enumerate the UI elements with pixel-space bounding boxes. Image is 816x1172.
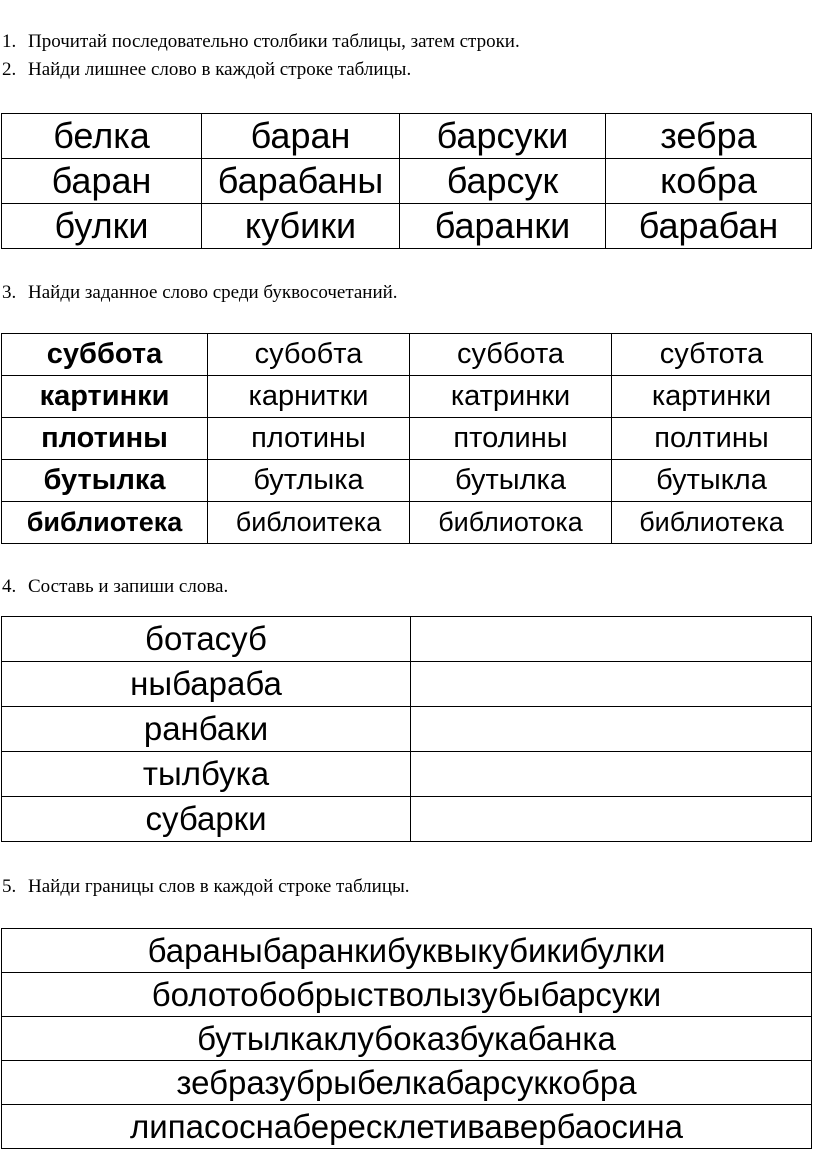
- answer-cell[interactable]: [411, 797, 812, 842]
- table-row: [2, 707, 812, 752]
- table-row: [2, 204, 812, 249]
- table-cell: булки: [2, 204, 202, 249]
- table-row: [2, 752, 812, 797]
- target-word-cell: плотины: [2, 418, 208, 460]
- table-cell: картинки: [612, 376, 812, 418]
- merged-words-cell: болотобобрыстволызубыбарсуки: [2, 973, 812, 1017]
- table-cell: барсук: [400, 159, 606, 204]
- merged-words-cell: липасоснабересклетивавербаосина: [2, 1105, 812, 1149]
- table-cell: библоитека: [208, 502, 410, 544]
- table-row: [2, 1017, 812, 1061]
- table-row: [2, 114, 812, 159]
- merged-words-cell: зебразубрыбелкабарсуккобра: [2, 1061, 812, 1105]
- table-row: [2, 797, 812, 842]
- table-cell: субобта: [208, 334, 410, 376]
- table-cell: кобра: [606, 159, 812, 204]
- table-cell: барабаны: [202, 159, 400, 204]
- table-cell: баранки: [400, 204, 606, 249]
- table-row: [2, 418, 812, 460]
- scrambled-word-cell: ныбараба: [2, 662, 411, 707]
- table-cell: птолины: [410, 418, 612, 460]
- find-word-table: [1, 333, 812, 544]
- instruction-text: Прочитай последовательно столбики таблицы, затем строки.: [28, 31, 520, 52]
- instruction-text: Найди границы слов в каждой строке таблицы.: [28, 876, 410, 897]
- table-row: [2, 1061, 812, 1105]
- instruction-number: 1.: [2, 31, 17, 52]
- instruction-number: 5.: [2, 876, 17, 897]
- table-cell: библиотека: [612, 502, 812, 544]
- compose-words-table: [1, 616, 812, 842]
- table-cell: белка: [2, 114, 202, 159]
- instruction-text: Составь и запиши слова.: [28, 576, 229, 597]
- table-cell: баран: [202, 114, 400, 159]
- table-cell: карнитки: [208, 376, 410, 418]
- word-boundaries-table: [1, 928, 812, 1149]
- target-word-cell: картинки: [2, 376, 208, 418]
- target-word-cell: библиотека: [2, 502, 208, 544]
- instruction-2: [2, 58, 411, 82]
- answer-cell[interactable]: [411, 617, 812, 662]
- instruction-text: Найди лишнее слово в каждой строке таблицы.: [28, 59, 412, 80]
- table-row: [2, 334, 812, 376]
- table-cell: зебра: [606, 114, 812, 159]
- instruction-number: 3.: [2, 282, 17, 303]
- table-cell: баран: [2, 159, 202, 204]
- instruction-4: [2, 575, 228, 599]
- table-row: [2, 159, 812, 204]
- table-cell: барабан: [606, 204, 812, 249]
- table-cell: кубики: [202, 204, 400, 249]
- table-row: [2, 929, 812, 973]
- target-word-cell: суббота: [2, 334, 208, 376]
- instruction-number: 4.: [2, 576, 17, 597]
- instruction-number: 2.: [2, 59, 17, 80]
- table-cell: бутлыка: [208, 460, 410, 502]
- table-cell: бутылка: [410, 460, 612, 502]
- table-row: [2, 376, 812, 418]
- merged-words-cell: бутылкаклубоказбукабанка: [2, 1017, 812, 1061]
- table-row: [2, 617, 812, 662]
- scrambled-word-cell: ранбаки: [2, 707, 411, 752]
- table-row: [2, 502, 812, 544]
- table-row: [2, 460, 812, 502]
- table-cell: барсуки: [400, 114, 606, 159]
- table-row: [2, 1105, 812, 1149]
- table-cell: бутыкла: [612, 460, 812, 502]
- scrambled-word-cell: ботасуб: [2, 617, 411, 662]
- target-word-cell: бутылка: [2, 460, 208, 502]
- table-cell: плотины: [208, 418, 410, 460]
- instruction-5: [2, 875, 410, 899]
- table-cell: катринки: [410, 376, 612, 418]
- odd-word-table: [1, 113, 812, 249]
- table-row: [2, 973, 812, 1017]
- answer-cell[interactable]: [411, 752, 812, 797]
- merged-words-cell: бараныбаранкибуквыкубикибулки: [2, 929, 812, 973]
- scrambled-word-cell: субарки: [2, 797, 411, 842]
- answer-cell[interactable]: [411, 707, 812, 752]
- instruction-3: [2, 281, 398, 305]
- scrambled-word-cell: тылбука: [2, 752, 411, 797]
- table-cell: субтота: [612, 334, 812, 376]
- table-cell: библиотока: [410, 502, 612, 544]
- table-row: [2, 662, 812, 707]
- instruction-text: Найди заданное слово среди буквосочетаний.: [28, 282, 398, 303]
- answer-cell[interactable]: [411, 662, 812, 707]
- table-cell: суббота: [410, 334, 612, 376]
- instruction-1: [2, 30, 520, 54]
- table-cell: полтины: [612, 418, 812, 460]
